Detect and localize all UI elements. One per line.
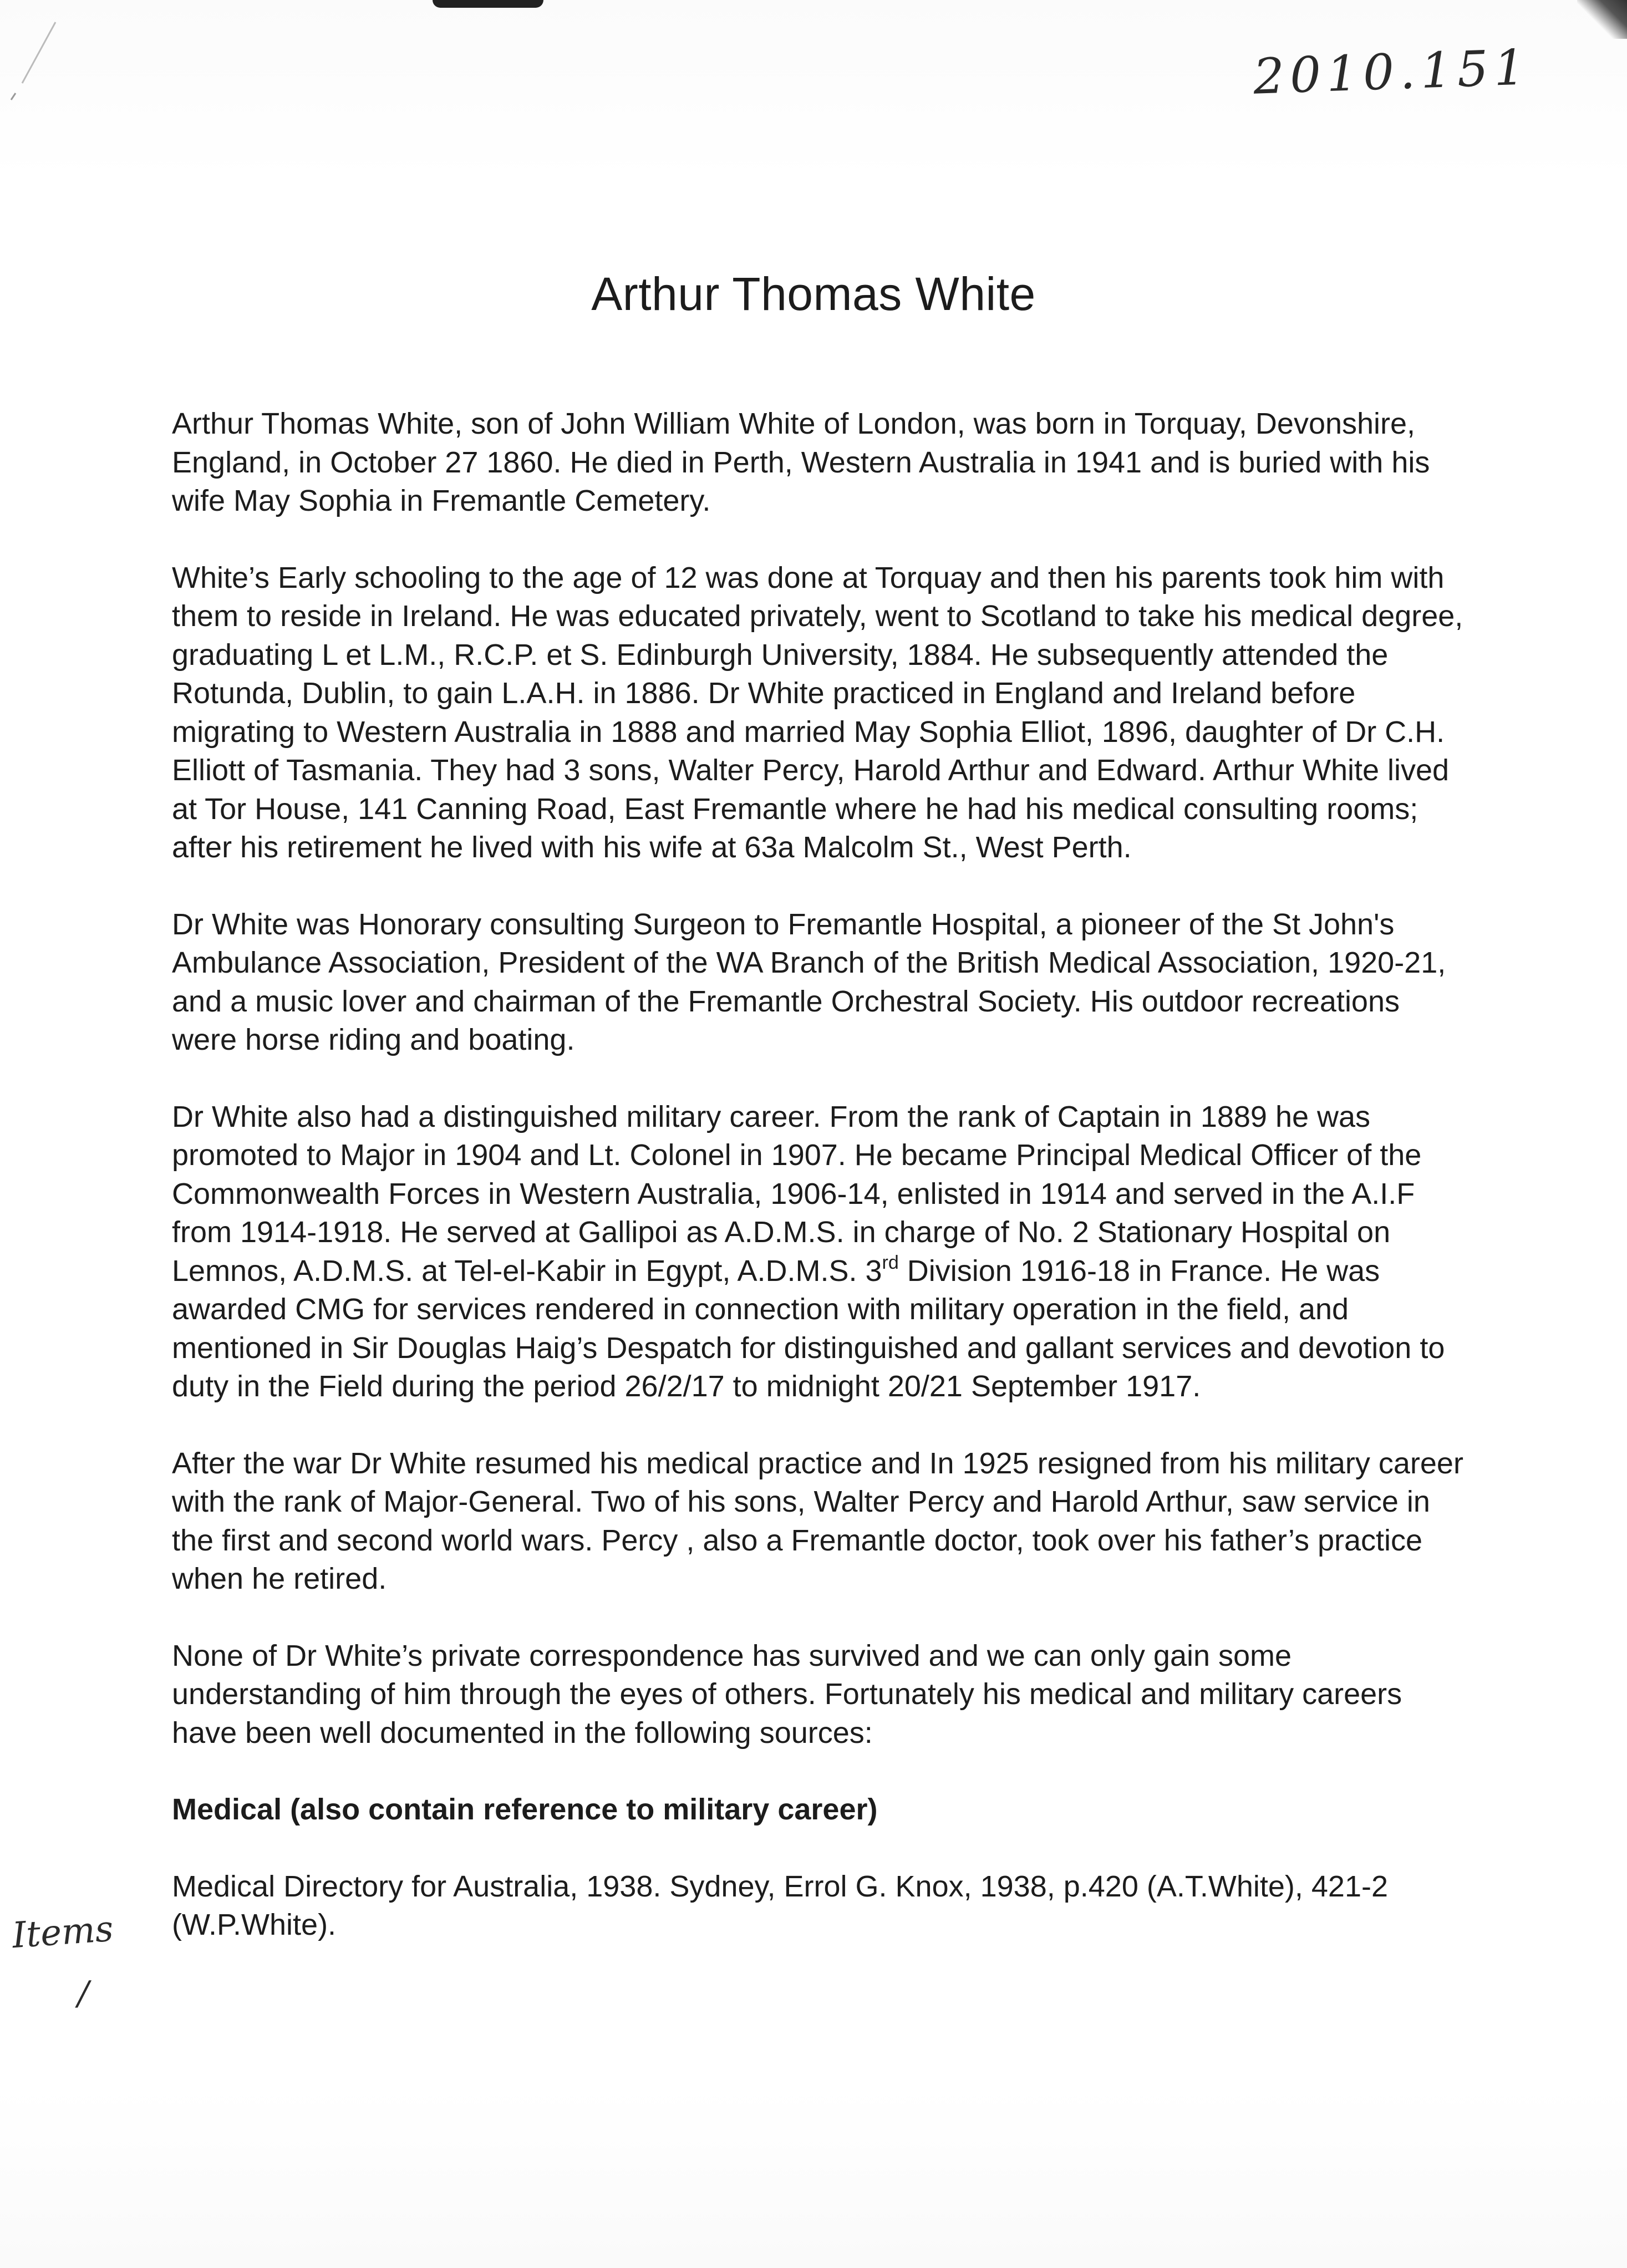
paragraph-biography-intro: Arthur Thomas White, son of John William White of London, was born in Torquay, Devonshire, England, in October 27 1860. He died in Perth, Western Australia in 1941 and is buried with his wife May Sophia in Fremantle Cemetery.	[172, 407, 1430, 517]
handwritten-margin-note: Items	[11, 1908, 115, 1957]
military-text-part-2: Division 1916-18 in France. He was awarded CMG for services rendered in connection with military operation in the field, and mentioned in Sir Douglas Haig’s Despatch for distinguished and gallant services and devotion to duty in the Field during the period 26/2/17 to midnight 20/21 September 1917.	[172, 1254, 1445, 1403]
document-body	[172, 405, 1464, 1945]
paragraph-education: White’s Early schooling to the age of 12 was done at Torquay and then his parents took him with them to reside in Ireland. He was educated privately, went to Scotland to take his medical degree, graduating L et L.M., R.C.P. et S. Edinburgh University, 1884. He subsequently attended the Rotunda, Dublin, to gain L.A.H. in 1886. Dr White practiced in England and Ireland before migrating to Western Australia in 1888 and married May Sophia Elliot, 1896, daughter of Dr C.H. Elliott of Tasmania. They had 3 sons, Walter Percy, Harold Arthur and Edward. Arthur White lived at Tor House, 141 Canning Road, East Fremantle where he had his medical consulting rooms; after his retirement he lived with his wife at 63a Malcolm St., West Perth.	[172, 561, 1463, 864]
paragraph-after-war: After the war Dr White resumed his medical practice and In 1925 resigned from his military career with the rank of Major-General. Two of his sons, Walter Percy and Harold Arthur, saw service in the first and second world wars. Percy , also a Fremantle doctor, took over his father’s practice when he retired.	[172, 1446, 1463, 1595]
military-text-part-1: Dr White also had a distinguished military career. From the rank of Captain in 1889 he was promoted to Major in 1904 and Lt. Colonel in 1907. He became Principal Medical Officer of the Commonwealth Forces in Western Australia, 1906-14, enlisted in 1914 and served in the A.I.F from 1914-1918. He served at Gallipoi as A.D.M.S. in charge of No. 2 Stationary Hospital on Lemnos, A.D.M.S. at Tel-el-Kabir in Egypt, A.D.M.S. 3	[172, 1100, 1422, 1288]
document-title: Arthur Thomas White	[591, 268, 1036, 320]
ordinal-superscript: rd	[882, 1252, 899, 1273]
scan-artifact-top	[433, 0, 543, 8]
section-heading-medical: Medical (also contain reference to military career)	[172, 1793, 878, 1826]
paragraph-sources-intro: None of Dr White’s private correspondence has survived and we can only gain some understanding of him through the eyes of others. Fortunately his medical and military careers have been well documented in the following sources:	[172, 1639, 1402, 1750]
scan-artifact-left	[0, 17, 67, 105]
handwritten-reference-number: 2010.151	[1252, 38, 1532, 105]
handwritten-margin-tick: /	[78, 1974, 89, 2013]
scan-artifact-corner	[1577, 0, 1627, 39]
paragraph-military-career	[172, 1098, 1464, 1406]
source-entry-medical-directory: Medical Directory for Australia, 1938. Sydney, Errol G. Knox, 1938, p.420 (A.T.White), 421-2 (W.P.White).	[172, 1869, 1389, 1941]
paragraph-honorary-roles: Dr White was Honorary consulting Surgeon to Fremantle Hospital, a pioneer of the St John's Ambulance Association, President of the WA Branch of the British Medical Association, 1920-21, and a music lover and chairman of the Fremantle Orchestral Society. His outdoor recreations were horse riding and boating.	[172, 907, 1446, 1056]
